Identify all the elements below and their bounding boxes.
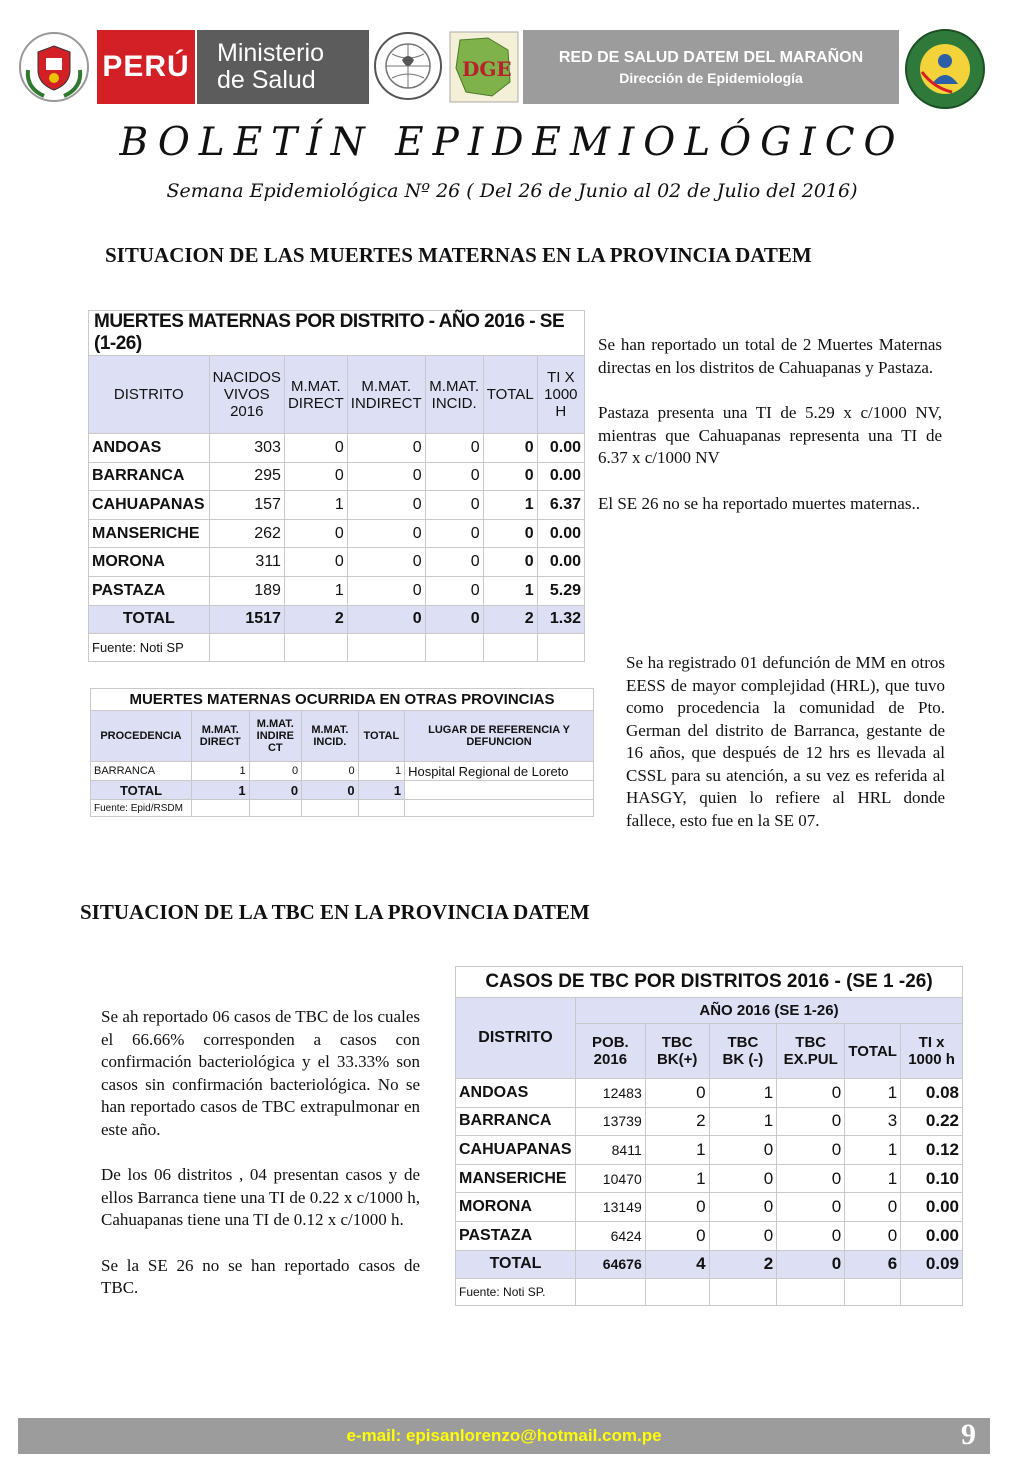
banner-line-1: RED DE SALUD DATEM DEL MARAÑON [558, 48, 864, 66]
other-provinces-header-row: PROCEDENCIA M.MAT. DIRECT M.MAT. INDIRE CT M.MAT. INCID. TOTAL LUGAR DE REFERENCIA Y DEFUNCION [91, 711, 594, 762]
tbc-year-header: AÑO 2016 (SE 1-26) [575, 998, 962, 1024]
paragraph: Se ha registrado 01 defunción de MM en otros EESS de mayor complejidad (HRL), que tuvo como procedencia la comunidad de Pto. German del distrito de Barranca, gestante de 16 años, que después de 12 hrs es llevada al CSSL para su atención, a su vez es referida al HASGY, quien lo refiere al HRL donde fallece, esto fue en la SE 07. [626, 653, 945, 830]
section-maternal-heading: SITUACION DE LAS MUERTES MATERNAS EN LA PROVINCIA DATEM [105, 243, 812, 267]
paragraph: De los 06 distritos , 04 presentan casos y de ellos Barranca tiene una TI de 0.22 x c/1000 h, Cahuapanas tiene una TI de 0.12 x c/1000 h. [101, 1165, 420, 1229]
paragraph: Se la SE 26 no se han reportado casos de TBC. [101, 1255, 420, 1297]
dge-logo [448, 30, 520, 104]
red-salud-datem-logo [904, 28, 986, 110]
tbc-table-caption: CASOS DE TBC POR DISTRITOS 2016 - (SE 1 -26) [456, 967, 963, 998]
table-row: MORONA 311 0 0 0 0 0.00 [89, 548, 585, 577]
col-ti: TI X 1000 H [537, 356, 584, 434]
renace-logo [372, 28, 444, 104]
paragraph: Se han reportado un total de 2 Muertes Maternas directas en los distritos de Cahuapanas y Pastaza. [598, 335, 942, 377]
table-row: MANSERICHE 10470 1 0 0 1 0.10 [456, 1164, 963, 1193]
table-total-row: TOTAL 1517 2 0 0 2 1.32 [89, 605, 585, 634]
table-row: CAHUAPANAS 8411 1 0 0 1 0.12 [456, 1136, 963, 1165]
other-provinces-text [626, 652, 945, 855]
peru-label: PERÚ [102, 50, 190, 83]
other-provinces-table [90, 688, 594, 817]
maternal-table-source: Fuente: Noti SP [89, 634, 210, 662]
tbc-table-source: Fuente: Noti SP. [456, 1279, 576, 1306]
col-nacidos: NACIDOS VIVOS 2016 [209, 356, 284, 434]
other-provinces-source: Fuente: Epid/RSDM [91, 800, 192, 817]
table-total-row: TOTAL 1 0 0 1 [91, 781, 594, 800]
section-tbc-heading: SITUACION DE LA TBC EN LA PROVINCIA DATEM [80, 900, 590, 924]
paragraph: Pastaza presenta una TI de 5.29 x c/1000 NV, mientras que Cahuapanas representa una TI de 6.37 x c/1000 NV [598, 403, 942, 467]
table-row: BARRANCA 295 0 0 0 0 0.00 [89, 462, 585, 491]
col-incid: M.MAT. INCID. [425, 356, 483, 434]
table-row: BARRANCA 1 0 0 1 Hospital Regional de Loreto [91, 762, 594, 781]
col-total: TOTAL [483, 356, 537, 434]
tbc-summary-text [101, 1006, 420, 1323]
institution-banner [523, 30, 899, 104]
tbc-table-header-row: POB. 2016 TBC BK(+) TBC BK (-) TBC EX.PUL TOTAL TI x 1000 h [456, 1024, 963, 1079]
ministerio-brand-block [197, 30, 369, 104]
table-row: ANDOAS 12483 0 1 0 1 0.08 [456, 1079, 963, 1108]
table-row: CAHUAPANAS 157 1 0 0 1 6.37 [89, 491, 585, 520]
paragraph: El SE 26 no se ha reportado muertes maternas.. [598, 493, 920, 513]
col-distrito: DISTRITO [89, 356, 210, 434]
table-row: ANDOAS 303 0 0 0 0 0.00 [89, 434, 585, 463]
maternal-deaths-table [88, 310, 585, 662]
table-row: MORONA 13149 0 0 0 0 0.00 [456, 1193, 963, 1222]
banner-line-2: Dirección de Epidemiología [619, 69, 803, 86]
peru-brand-block [97, 30, 195, 104]
maternal-table-caption: MUERTES MATERNAS POR DISTRITO - AÑO 2016 - SE (1-26) [89, 311, 585, 356]
footer-bar [18, 1418, 990, 1454]
tbc-cases-table [455, 966, 963, 1306]
ministerio-line-2: de Salud [217, 66, 316, 94]
col-indirect: M.MAT. INDIRECT [347, 356, 425, 434]
col-direct: M.MAT. DIRECT [284, 356, 347, 434]
col-distrito: DISTRITO [456, 998, 576, 1079]
dge-text: DGE [462, 57, 512, 81]
maternal-table-header-row [89, 356, 585, 434]
table-row: PASTAZA 6424 0 0 0 0 0.00 [456, 1221, 963, 1250]
page-number: 9 [961, 1418, 976, 1451]
paragraph: Se ah reportado 06 casos de TBC de los cuales el 66.66% corresponden a casos con confirmación bacteriológica y el 33.33% son casos sin confirmación bacteriológica. No se han reportado casos de TBC extrapulmonar en este año. [101, 1007, 420, 1139]
ministerio-line-1: Ministerio [217, 39, 324, 67]
bulletin-subtitle: Semana Epidemiológica Nº 26 ( Del 26 de Junio al 02 de Julio del 2016) [166, 180, 858, 202]
table-row: BARRANCA 13739 2 1 0 3 0.22 [456, 1107, 963, 1136]
table-row: PASTAZA 189 1 0 0 1 5.29 [89, 576, 585, 605]
peru-coat-of-arms-logo [16, 30, 92, 104]
table-total-row: TOTAL 64676 4 2 0 6 0.09 [456, 1250, 963, 1279]
footer-email: e-mail: episanlorenzo@hotmail.com.pe [346, 1426, 662, 1445]
table-row: MANSERICHE 262 0 0 0 0 0.00 [89, 519, 585, 548]
bulletin-title: BOLETÍN EPIDEMIOLÓGICO [119, 120, 905, 165]
maternal-summary-text [598, 334, 942, 538]
other-provinces-caption: MUERTES MATERNAS OCURRIDA EN OTRAS PROVINCIAS [91, 689, 594, 711]
